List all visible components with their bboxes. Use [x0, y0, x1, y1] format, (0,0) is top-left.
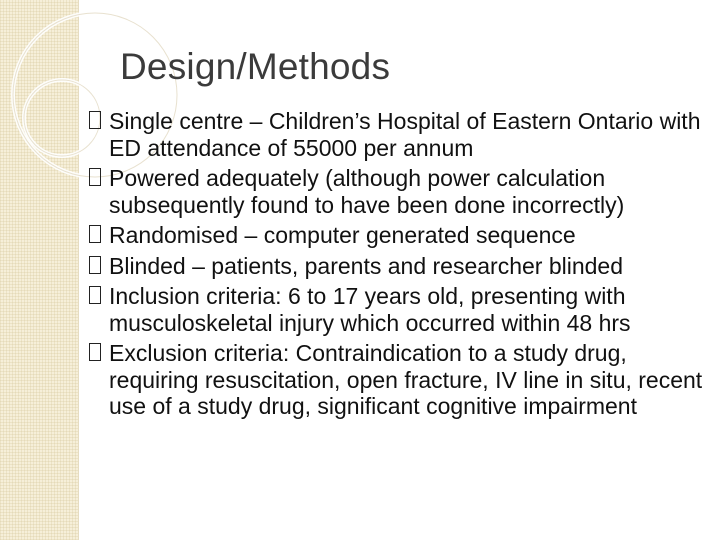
slide-title: Design/Methods: [120, 46, 391, 87]
bullet-box-icon: [89, 343, 101, 361]
bullet-text: Exclusion criteria: Contraindication to a study drug, requiring resuscitation, open fracture, IV line in situ, recent use of a study drug, significant cognitive impairment: [109, 340, 703, 419]
bullet-item-powered: [89, 165, 714, 218]
bullet-box-icon: [89, 111, 101, 129]
bullet-item-single-centre: [89, 108, 714, 161]
bullet-text: Inclusion criteria: 6 to 17 years old, presenting with musculoskeletal injury which occurred within 48 hrs: [109, 283, 631, 336]
bullet-text: Powered adequately (although power calculation subsequently found to have been done incorrectly): [109, 165, 625, 218]
bullet-text: Single centre – Children’s Hospital of Eastern Ontario with ED attendance of 55000 per annum: [109, 108, 701, 161]
bullet-item-blinded: [89, 253, 714, 280]
bullet-box-icon: [89, 286, 101, 304]
bullet-box-icon: [89, 168, 101, 186]
bullet-text: Randomised – computer generated sequence: [109, 222, 576, 248]
bullet-item-randomised: [89, 222, 714, 249]
decorative-sidebar-strip: [0, 0, 79, 540]
bullet-text: Blinded – patients, parents and researcher blinded: [109, 252, 624, 279]
bullet-item-exclusion: [89, 340, 714, 420]
bullet-box-icon: [89, 256, 101, 274]
bullet-list: [89, 108, 714, 424]
bullet-box-icon: [89, 225, 101, 243]
bullet-item-inclusion: [89, 283, 714, 336]
